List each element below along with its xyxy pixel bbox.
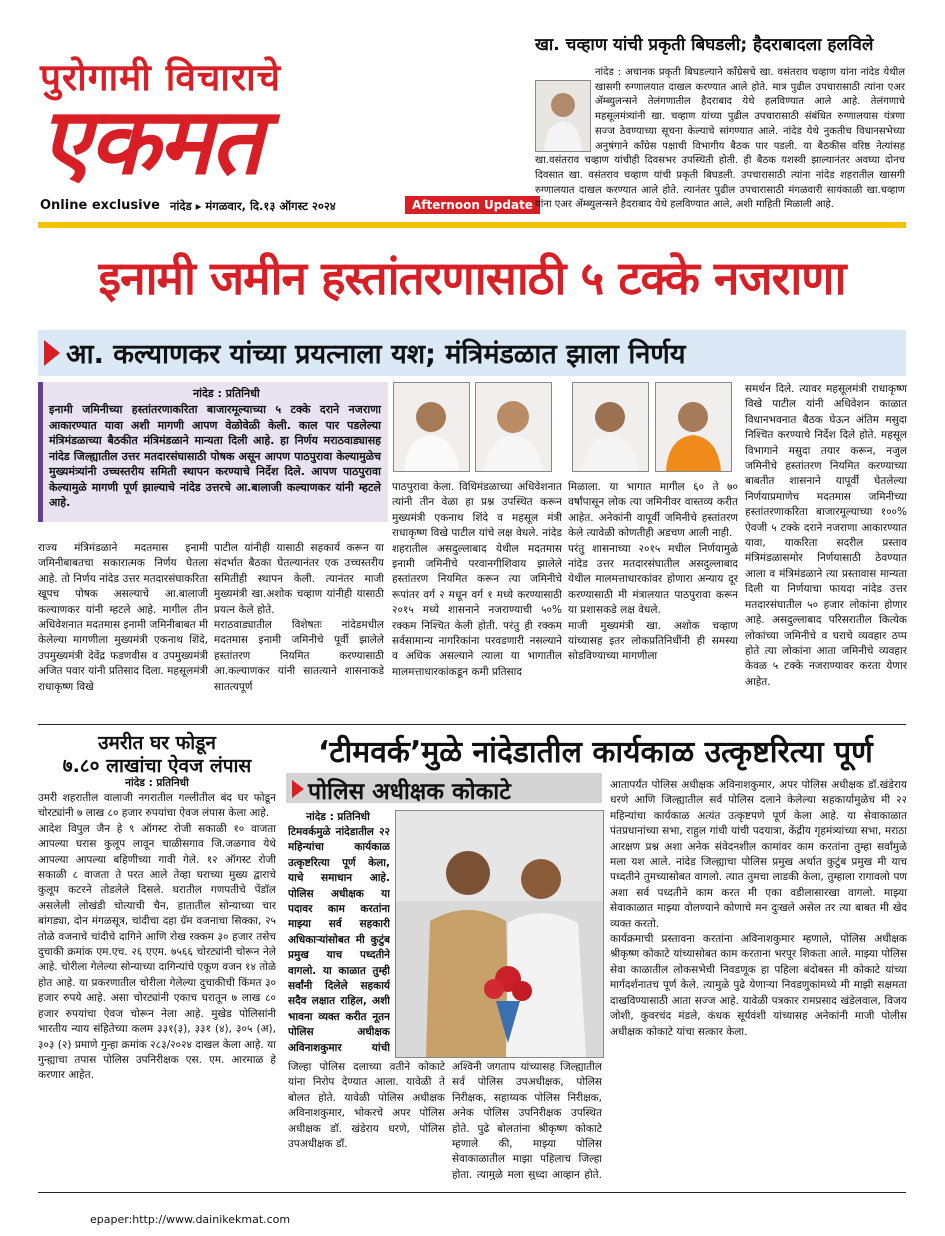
side-photo-spacer	[535, 66, 595, 152]
main-col-1: राज्य मंत्रिमंडळाने मदतमास इनामी जमिनीबाबतचा सकारात्मक निर्णय घेतला आहे. तो निर्णय नांदेड उत्तर मतदारसंघाकरिता खूपच पोषक असल्याचे आ.बालाजी कल्याणकर यांनी म्हटले आहे. मागील तीन अधिवेशनात मदतमास इनामी जमिनीबाबत मी केलेल्या मागणीला मुख्यमंत्री एकनाथ शिंदे, उपमुख्यमंत्री देवेंद्र फडणवीस व उपमुख्यमंत्री अजित पवार यांनी प्रतिसाद दिला. महसूलमंत्री राधाकृष्ण विखे	[38, 542, 208, 693]
police-tag: पोलिस अधीक्षक कोकाटे	[308, 779, 511, 805]
photo-shinde	[393, 382, 470, 472]
theft-headline-2: ७.८० लाखांचा ऐवज लंपास	[62, 755, 252, 777]
police-photo	[395, 810, 604, 1058]
theft-body: उमरी शहरातील वालाजी नगरातील गल्लीतील बंद घर फोडून चोरट्यांनी ७ लाख ८० हजार रुपयांचा ऐवज लंपास केला आहे. आदेश विपुल जैन हे ९ ऑगस्ट रोजी सकाळी १० वाजता आपल्या घरास कुलूप लावून चाळीसगाव जि.जळगाव येथे आपल्या आपल्या बहिणीच्या गावी गेले. १२ ऑगस्ट रोजी सकाळी ८ वाजता ते परत आले तेव्हा घराच्या मुख्य द्वाराचे कुलूप कटरने तोडलेले दिसले. घरातील गणपतीचे पेंडॉल असलेली लोखंडी चोत्याची चैन, हातातील सोन्याच्या चार बांगड्या, दोन मंगळसूत्र, चांदीचा दहा ग्रॅम वजनाचा सिक्का, २५ तोळे वजनाचे चांदीचे दागिने आणि रोख रक्कम ३० हजार तसेच दुचाकी क्रमांक एम.एच. २६ एएम. ७५६६ चोरट्यांनी चोरून नेले आहे. चोरीला गेलेल्या सोन्याच्या दागिन्यांचे एकूण वजन १४ तोळे होत आहे. या प्रकरणातील चोरीला गेलेल्या दुचाकीची किंमत ३० हजार रुपये आहे. असा चोरट्यांनी एकाच घरातून ७ लाख ८० हजार रुपयांचा ऐवज चोरून नेला आहे. मुखेड पोलिसांनी भारतीय न्याय संहितेच्या कलम ३३१(३), ३३१ (४), ३०५ (अ), ३०३ (२) प्रमाणे गुन्हा क्रमांक २८३/२०२४ दाखल केला आहे. या गुन्ह्याचा तपास पोलिस उपनिरीक्षक एस. एम. आरमाळ हे करणार आहेत.	[38, 792, 276, 1082]
main-col-3: पाठपुरावा केला. विधिमंडळाच्या अधिवेशनात त्यांनी तीन वेळा हा प्रश्न उपस्थित करून मुख्यमंत्री एकनाथ शिंदे व महसूल मंत्री राधाकृष्ण विखे पाटील यांचे लक्ष वेधले. नांदेड शहरातील असदुल्लाबाद येथील मदतमास इनामी जमिनीचे परवानगीशिवाय झालेले हस्तांतरण नियमित करून त्या जमिनीचे रूपांतर वर्ग २ मधून वर्ग १ मध्ये करण्यासाठी २०१५ मध्ये शासनाने नजराण्याची ५०% रक्कम निश्चित केली होती. परंतु ही रक्कम सर्वसामान्य नागरिकांना परवडणारी नसल्याने व अधिक असल्याने त्याला या भागातील मालमत्ताधारकांकडून कमी प्रतिसाद	[392, 481, 562, 678]
masthead-logo: एकमत	[40, 88, 261, 195]
police-right-col: आतापर्यंत पोलिस अधीक्षक अविनाशकुमार, अपर पोलिस अधीक्षक डॉ.खंडेराय धरणे आणि जिल्ह्यातील सर्व पोलिस दलाने केलेल्या सहकार्यामुळेच मी २२ महिन्यांचा कार्यकाळ अत्यंत उत्कृष्टपणे पूर्ण केला आहे. या सेवाकाळात पंतप्रधानांच्या सभा, राहुल गांधी यांची पदयात्रा, केंद्रीय गृहमंत्र्यांच्या सभा, मराठा आरक्षण प्रश्न अशा अनेक संवेदनशील कामांवर काम करतांना तुम्हा सर्वांमुळे मला यश आले. नांदेड जिल्ह्याचा पोलिस प्रमुख अर्थात कुटुंब प्रमुख मी याच पध्दतीने तुमच्यासोबत वागलो. त्यात तुमचा लाडकी केला, तुम्हाला रागावलो पण अशा सर्व पध्दतीने काम करत मी एका वडीलासारखा वागलो. माझ्या सेवाकाळात माझ्या वोलण्याने कोणाचे मन दुःखले असेल तर त्या बाबत मी खेद व्यक्त करतो. कार्यक्रमाची प्रस्तावना करतांना अविनाशकुमार म्हणाले, पोलिस अधीक्षक श्रीकृष्ण कोकाटे यांच्यासोबत काम करताना भरपूर शिकता आले. माझ्या पोलिस सेवा काळातील लोकसभेची निवडणूक हा पहिला बंदोबस्त मी कोकाटे यांच्या मार्गदर्शनातच पूर्ण केले. त्यामुळे पुढे येणाऱ्या निवडणुकांमध्ये मी माझी सक्षमता दाखविण्यासाठी आता सज्ज आहे. यावेळी पत्रकार रामप्रसाद खंडेलवाल, विजय जोशी, कुवरचंद मंडले, कंधक सूर्यवंशी यांच्यासह अनेकांनी माजी पोलीस अधीक्षक कोकाटे यांचा सत्कार केला.	[610, 779, 907, 1038]
police-intro: टिमवर्कमुळे नांदेडातील २२ महिन्यांचा कार्यकाळ उत्कृष्टरित्या पूर्ण केला, याचे समाधान आहे. पोलिस अधीक्षक या पदावर काम करतांना माझ्या सर्व सहकारी अधिकाऱ्यांसोबत मी कुटुंब प्रमुख याच पध्दतीने वागलो. या काळात तुम्ही सर्वांनी दिलेले सहकार्य सदैव लक्षात राहिल, अशी भावना व्यक्त करीत नूतन पोलिस अधीक्षक अविनाशकुमार यांची	[288, 826, 390, 1054]
triangle-bullet-icon	[44, 340, 60, 366]
main-col-4: मिळाला. या भागात मागील ६० ते ७० वर्षांपासून लोक त्या जमिनीवर वास्तव्य करीत आहेत. अनेकांनी वापूर्वी जमिनीचे हस्तांतरण केले त्यावेळी कोणतीही अडचण आली नाही. परंतु शासनाच्या २०१५ मधील निर्णयामुळे नांदेड उत्तर मतदारसंघातील असदुल्लाबाद येथील मालमत्ताधारकांवर होणारा अन्याय दूर करण्यासाठी मी मंत्रालयात पाठपुरावा करून या प्रशासकडे लक्ष वेधले. माजी मुख्यमंत्री खा. अशोक चव्हाण यांच्यासह इतर लोकप्रतिनिधींनी ही समस्या सोडविण्याच्या मागणीला	[568, 481, 738, 663]
side-story-body	[535, 66, 905, 216]
subheadline-bar	[38, 330, 906, 376]
main-byline: नांदेड : प्रतिनिधी	[193, 387, 260, 400]
update-badge: Afternoon Update	[405, 196, 540, 214]
photo-chavan	[572, 382, 649, 472]
police-tag-bar	[286, 773, 602, 803]
theft-headline-1: उमरीत घर फोडून	[98, 732, 216, 754]
photo-kalyankar	[655, 382, 732, 472]
police-lower-col-2: अश्विनी जगताप यांच्यासह जिल्ह्यातील सर्व पोलिस उपअधीक्षक, पोलिस निरीक्षक, सहाय्यक पोलिस निरीक्षक, अनेक पोलिस उपनिरीक्षक उपस्थित होते. पुढे बोलतांना श्रीकृष्ण कोकाटे म्हणाले की, माझ्या पोलिस सेवाकाळातील माझा पहिलाच जिल्हा होता. त्यामुळे मला सुध्दा आव्हान होते.	[452, 1061, 602, 1180]
side-story-text: नांदेड : अचानक प्रकृती बिघडल्याने काँग्रेसचे खा. वसंतराव चव्हाण यांना नांदेड येथील खासगी रुग्णालयात दाखल करण्यात आले होते. मात्र पुढील उपचारासाठी त्यांना एअर ॲम्ब्युलन्सने तेलंगणातील हैदराबाद येथे हलविण्यात आले आहे. तेलंगणाचे महसूलमंत्र्यांनी खा. चव्हाण यांच्या पुढील उपचारासाठी संबंधित रुग्णालयास यंत्रणा सज्ज ठेवण्याच्या सूचना केल्याचे सांगण्यात आले. नांदेड येथे नुकतीच विधानसभेच्या अनुषंगाने काँग्रेस पक्षाची विभागीय बैठक पार पडली. या बैठकीस वरिष्ठ नेत्यांसह खा.वसंतराव चव्हाण यांचीही दिवसभर उपस्थिती होती. ही बैठक यशस्वी झाल्यानंतर अवघ्या दोनच दिवसात खा. वसंतराव चव्हाण यांची प्रकृती बिघडली. उपचारासाठी त्यांना नांदेड शहरातील खासगी रुग्णालयात दाखल करण्यात आले होते. त्यानंतर पुढील उपचारासाठी मंगळवारी सायंकाळी खा.चव्हाण यांना एअर ॲम्ब्युलन्सने हैदराबाद येथे हलविण्यात आले, अशी माहिती मिळाली आहे.	[535, 67, 905, 211]
main-subheadline: आ. कल्याणकर यांच्या प्रयत्नाला यश; मंत्रिमंडळात झाला निर्णय	[66, 339, 686, 370]
police-lower-col-1: जिल्हा पोलिस दलाच्या वतीने कोकाटे यांना निरोप देण्यात आला. यावेळी ते बोलत होते. यावेळी पोलिस अधीक्षक अविनाशकुमार, भोकरचे अपर पोलिस अधीक्षक डॉ. खंडेराय धरणे, पोलिस उपअधीक्षक डॉ.	[288, 1061, 445, 1151]
triangle-bullet-icon	[292, 780, 304, 798]
main-col-2: पाटील यांनीही यासाठी सहकार्य करून या संदर्भात बैठका घेतल्यानंतर एक उच्चस्तरीय समितीही स्थापन केली. त्यानंतर माजी मुख्यमंत्री खा.अशोक चव्हाण यांनीही यासाठी प्रयत्न केले होते. मराठवाड्यातील विशेषतः नांदेडमधील मदतमास इनामी जमिनीचे पूर्वी झालेले हस्तांतरण नियमित करण्यासाठी आ.कल्याणकर यांनी सातत्याने शासनाकडे सातत्यपूर्ण	[214, 542, 384, 693]
police-byline: नांदेड : प्रतिनिधी	[306, 811, 370, 823]
theft-byline: नांदेड : प्रतिनिधी	[125, 777, 189, 789]
online-label: Online exclusive	[40, 198, 160, 213]
main-intro: इनामी जमिनीच्या हस्तांतरणाकरिता बाजारमूल्याच्या ५ टक्के दराने नजराणा आकारण्यात यावा अशी मागणी आपण वेळोवेळी केली. काल पार पडलेल्या मंत्रिमंडळाच्या बैठकीत मंत्रिमंडळाने मान्यता दिली आहे. हा निर्णय मराठवाड्यासह नांदेड जिल्ह्यातील उत्तर मतदारसंघासाठी पोषक असून आपण पाठपुरावा केल्यामुळेच मुख्यमंत्र्यांनी उच्चस्तरीय समिती स्थापन करण्याचे निर्देश दिले. आपण पाठपुरावा केल्यामुळे मागणी पूर्ण झाल्याचे नांदेड उत्तरचे आ.बालाजी कल्याणकर यांनी म्हटले आहे.	[49, 403, 381, 509]
side-story-headline: खा. चव्हाण यांची प्रकृती बिघडली; हैदराबादला हलविले	[535, 35, 874, 55]
photo-fadnavis	[475, 382, 552, 472]
footer-url[interactable]: epaper:http://www.dainikekmat.com	[90, 1213, 291, 1226]
dateline: नांदेड ▸ मंगळवार, दि.१३ ऑगस्ट २०२४	[170, 199, 336, 213]
main-col-5: समर्थन दिले. त्यावर महसूलमंत्री राधाकृष्ण विखे पाटील यांनी अधिवेशन काळात विधानभवनात बैठक घेऊन अंतिम मसुदा निश्चित करण्याचे निर्देश दिले होते. महसूल विभागाने मसुदा तयार करून, नजुल जमिनीचे हस्तांतरण नियमित करण्याच्या बाबतीत शासनाने यापूर्वी घेतलेल्या निर्णयाप्रमाणेच मदतमास जमिनीच्या हस्तांतरणाकरिता बाजारमूल्याच्या १००% ऐवजी ५ टक्के दराने नजराणा आकारण्यात यावा, याकरिता सदरील प्रस्ताव मंत्रिमंडळासमोर निर्णयासाठी ठेवण्यात आला व मंत्रिमंडळाने त्या प्रस्तावास मान्यता दिली या निर्णयाचा फायदा नांदेड उत्तर मतदारसंघातील ५० हजार लोकांना होणार आहे. असदुल्लाबाद परिसरातील कित्येक लोकांच्या जमिनीचे व घराचे व्यवहार ठप्प होते त्या लोकांना आता जमिनीचे व्यवहार केवळ ५ टक्के नजराण्यावर करता येणार आहेत.	[745, 383, 907, 688]
gold-rule	[38, 222, 906, 228]
main-headline: इनामी जमीन हस्तांतरणासाठी ५ टक्के नजराणा	[98, 251, 846, 305]
footer-divider	[38, 1192, 906, 1193]
police-headline: ‘टीमवर्क’मुळे नांदेडातील कार्यकाळ उत्कृष्टरित्या पूर्ण	[318, 735, 873, 770]
masthead-tagline: पुरोगामी विचाराचे	[40, 56, 282, 99]
section-divider	[38, 724, 906, 725]
intro-box	[38, 382, 388, 522]
